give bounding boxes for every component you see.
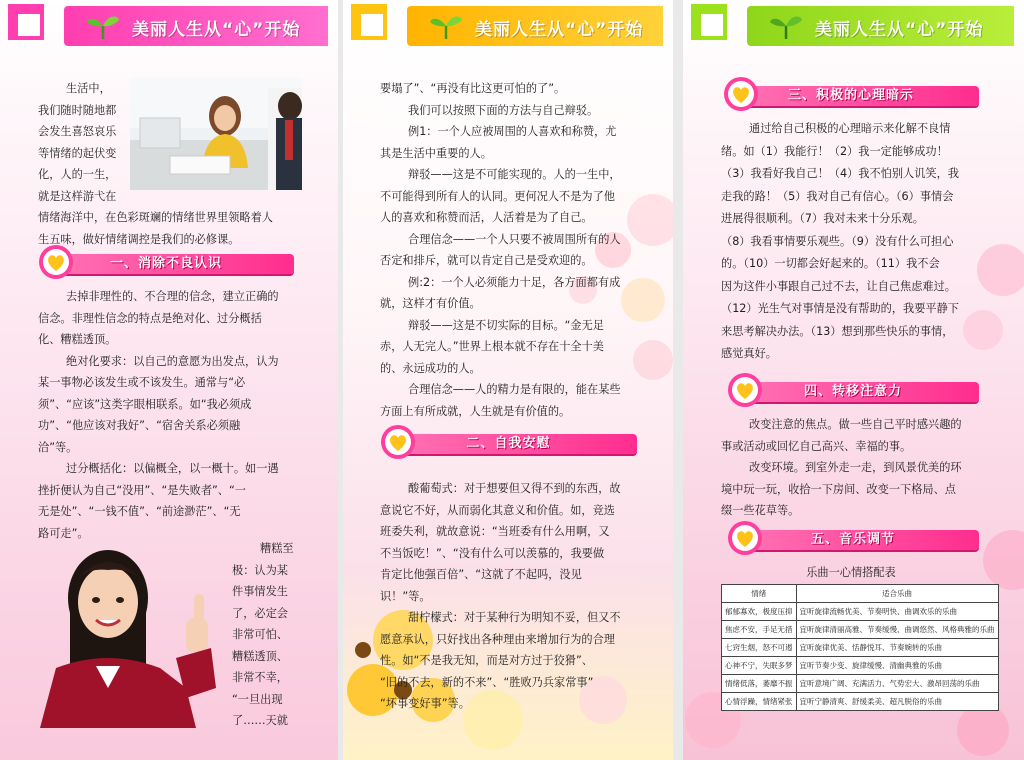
text-line: 境中玩一玩，收拾一下房间、改变一下格局、点 [721, 482, 956, 496]
text-line: 事或活动或回忆自己高兴、幸福的事。 [721, 439, 912, 453]
table-cell: 宜听意境广阔、充满活力、气势宏大、激昂回荡的乐曲 [796, 675, 998, 693]
text-line: 信念。非理性信念的特点是绝对化、过分概括 [38, 311, 262, 325]
text-line: 了……天就 [232, 714, 288, 727]
section-heading [727, 526, 979, 554]
text-line: 洽”等。 [38, 440, 78, 454]
table-header-cell: 适合乐曲 [796, 585, 998, 603]
table-cell: 宜听旋律清丽高雅、节奏缓慢、曲调悠然、风格典雅的乐曲 [796, 621, 998, 639]
text-line: 赤，人无完人。”世界上根本就不存在十全十美 [380, 340, 604, 353]
text-line: 识！”等。 [380, 589, 431, 603]
table-cell: 七窍生烟，怒不可遏 [722, 639, 797, 657]
text-line: 过分概括化：以偏概全，以一概十。如一遇 [66, 462, 279, 475]
section-heading [727, 378, 979, 406]
panel-gap [673, 0, 683, 760]
text-line: 甜柠檬式：对于某种行为明知不妥，但又不 [408, 611, 621, 624]
panel-header [683, 0, 1024, 52]
text-line: 酸葡萄式：对于想要但又得不到的东西，故 [408, 482, 621, 495]
text-line: 非常可怕、 [232, 628, 288, 641]
music-mood-table [721, 584, 999, 711]
table-header-row [722, 585, 999, 603]
brochure-panel-1 [0, 0, 338, 760]
table-cell: 心神不宁，失眠多梦 [722, 657, 797, 675]
text-line: 就，这样才有价值。 [380, 297, 481, 310]
text-line: 不当饭吃！”、“没有什么可以羡慕的，我要做 [380, 546, 605, 560]
corner-decoration [351, 4, 399, 48]
text-line: 的、永远成功的人。 [380, 361, 481, 375]
table-row [722, 693, 999, 711]
text-line: “一旦出现 [232, 692, 283, 706]
header-bar [407, 6, 663, 46]
table-cell: 宜听旋律优美、恬静悦耳、节奏婉转的乐曲 [796, 639, 998, 657]
section-heading [38, 250, 294, 278]
text-line: 来思考解决办法。（13）想到那些快乐的事情， [721, 324, 954, 338]
text-line: 路可走”。 [38, 526, 89, 540]
text-line: 改变注意的焦点。做一些自己平时感兴趣的 [749, 418, 962, 431]
section-heading [723, 82, 979, 110]
table-cell: 宜听节奏少变、旋律缓慢、清幽典雅的乐曲 [796, 657, 998, 675]
text-line: “坏事变好事”等。 [380, 697, 470, 710]
text-line: 情绪海洋中，在色彩斑斓的情绪世界里领略着人 [38, 211, 273, 224]
table-cell: 郁郁寡欢，极度压抑 [722, 603, 797, 621]
text-line: 不可能得到所有人的认同。更何况人不是为了他 [380, 189, 615, 203]
sprout-icon [86, 12, 120, 40]
section4-body [721, 414, 1021, 522]
text-line: 绝对化要求：以自己的意愿为出发点，认为 [66, 354, 279, 368]
text-line: 愿意承认，只好找出各种理由来增加行为的合理 [380, 632, 615, 646]
text-line: 辩驳——这是不可能实现的。人的一生中， [408, 168, 621, 181]
text-line: 要塌了”、“再没有比这更可怕的了”。 [380, 82, 566, 95]
text-line: 等情绪的起伏变 [38, 146, 117, 160]
table-cell: 宜听旋律流畅优美、节奏明快、曲调欢乐的乐曲 [796, 603, 998, 621]
text-line: 班委失利，就故意说：“当班委有什么用啊，又 [380, 525, 610, 538]
text-line: 进展得很顺利。（7）我对未来十分乐观。 [721, 212, 924, 225]
panel2-bottom-text [380, 478, 670, 715]
text-line: 人的喜欢和称赞而活，人活着是为了自己。 [380, 211, 593, 224]
table-cell: 心情浮躁，情绪紧张 [722, 693, 797, 711]
text-line: 意说它不好，从而弱化其意义和价值。如，竞选 [380, 503, 615, 517]
text-line: 会发生喜怒哀乐 [38, 125, 117, 138]
header-title: 美丽人生从“心”开始 [815, 20, 984, 40]
text-line: 功”、“他应该对我好”、“宿舍关系必须融 [38, 419, 241, 432]
text-line: （3）我看好我自己！（4）我不怕别人讥笑，我 [721, 167, 959, 180]
section3-body [721, 118, 1021, 366]
text-line: 去掉非理性的、不合理的信念，建立正确的 [66, 290, 279, 303]
side-text [232, 538, 332, 732]
text-line: 走我的路！（5）我对自己有信心。（6）事情会 [721, 189, 954, 203]
text-line: 的。（10）一切都会好起来的。（11）我不会 [721, 257, 940, 270]
intro-text [38, 78, 273, 250]
text-line: 无是处”、“一钱不值”、“前途渺茫”、“无 [38, 505, 241, 518]
text-line: 生活中， [66, 82, 111, 95]
table-cell: 宜听宁静清爽、舒缓柔美、超凡脱俗的乐曲 [796, 693, 998, 711]
girl-thumbs-up-photo [36, 538, 232, 728]
text-line: 合理信念——一个人只要不被周围所有的人 [408, 232, 621, 246]
text-line: 性。如“不是我无知，而是对方过于狡猾”、 [380, 654, 593, 667]
brochure-panel-2 [343, 0, 673, 760]
text-line: 改变环境。到室外走一走，到风景优美的环 [749, 461, 962, 474]
corner-decoration [8, 4, 56, 48]
text-line: 须”、“应该”这类字眼相联系。如“我必须成 [38, 397, 252, 411]
text-line: 绪。如（1）我能行！（2）我一定能够成功！ [721, 144, 948, 158]
section-title: 五、音乐调节 [810, 532, 895, 547]
table-cell: 情绪低落，萎靡不振 [722, 675, 797, 693]
table-row [722, 639, 999, 657]
text-line: 件事情发生 [232, 585, 288, 598]
text-line: 例1：一个人应被周围的人喜欢和称赞，尤 [408, 125, 617, 138]
header-bar [64, 6, 328, 46]
text-line: （8）我看事情要乐观些。（9）没有什么可担心 [721, 234, 954, 248]
text-line: “旧的不去，新的不来”、“胜败乃兵家常事” [380, 675, 594, 689]
text-line: 否定和排斥，就可以肯定自己是受欢迎的。 [380, 254, 593, 267]
table-caption: 乐曲一心情搭配表 [806, 566, 896, 579]
text-line: 非常不幸， [232, 671, 288, 684]
text-line: 我们随时随地都 [38, 103, 117, 117]
brochure-panel-3 [683, 0, 1024, 760]
table-row [722, 657, 999, 675]
text-line: 例:2：一个人必须能力十足，各方面都有成 [408, 275, 621, 289]
text-line: 极：认为某 [232, 563, 288, 577]
text-line: 挫折便认为自己“没用”、“是失败者”、“一 [38, 483, 246, 497]
panel2-top-text [380, 78, 670, 422]
table-cell: 焦虑不安，手足无措 [722, 621, 797, 639]
panel-header [343, 0, 673, 52]
text-line: 生五味，做好情绪调控是我们的必修课。 [38, 232, 240, 246]
text-line: 我们可以按照下面的方法与自己辩驳。 [408, 103, 599, 117]
text-line: 缀一些花草等。 [721, 504, 800, 517]
table-row [722, 603, 999, 621]
corner-decoration [691, 4, 739, 48]
text-line: 了，必定会 [232, 606, 288, 620]
section-title: 一、消除不良认识 [109, 256, 222, 271]
table-row [722, 621, 999, 639]
text-line: 肯定比他强百倍”、“这就了不起吗，没见 [380, 568, 582, 581]
header-title: 美丽人生从“心”开始 [475, 20, 644, 40]
text-line: 糟糕至 [260, 542, 294, 555]
panel-header [0, 0, 338, 52]
text-line: 化，人的一生， [38, 168, 117, 181]
text-line: 合理信念——人的精力是有限的，能在某些 [408, 383, 621, 396]
header-title: 美丽人生从“心”开始 [132, 20, 301, 40]
text-line: 其是生活中重要的人。 [380, 146, 492, 160]
text-line: 感觉真好。 [721, 347, 777, 360]
text-line: 因为这件小事跟自己过不去，让自己焦虑难过。 [721, 279, 956, 293]
text-line: 某一事物必该发生或不该发生。通常与“必 [38, 376, 246, 389]
text-line: （12）光生气对事情是没有帮助的，我要平静下 [721, 302, 959, 315]
section-title: 四、转移注意力 [803, 384, 902, 399]
text-line: 糟糕透顶、 [232, 649, 288, 663]
table-header-cell: 情绪 [722, 585, 797, 603]
office-photo [130, 78, 302, 190]
section-title: 二、自我安慰 [466, 436, 551, 451]
sprout-icon [769, 12, 803, 40]
text-line: 通过给自己积极的心理暗示来化解不良情 [749, 122, 951, 135]
section-heading [380, 430, 637, 458]
text-line: 就是这样游弋在 [38, 189, 117, 203]
text-line: 方面上有所成就，人生就是有价值的。 [380, 404, 571, 418]
sprout-icon [429, 12, 463, 40]
text-line: 辩驳——这是不切实际的目标。“金无足 [408, 318, 604, 332]
section-title: 三、积极的心理暗示 [787, 88, 914, 103]
header-bar [747, 6, 1014, 46]
table-row [722, 675, 999, 693]
section1-body [38, 286, 318, 544]
text-line: 化、糟糕透顶。 [38, 333, 117, 346]
